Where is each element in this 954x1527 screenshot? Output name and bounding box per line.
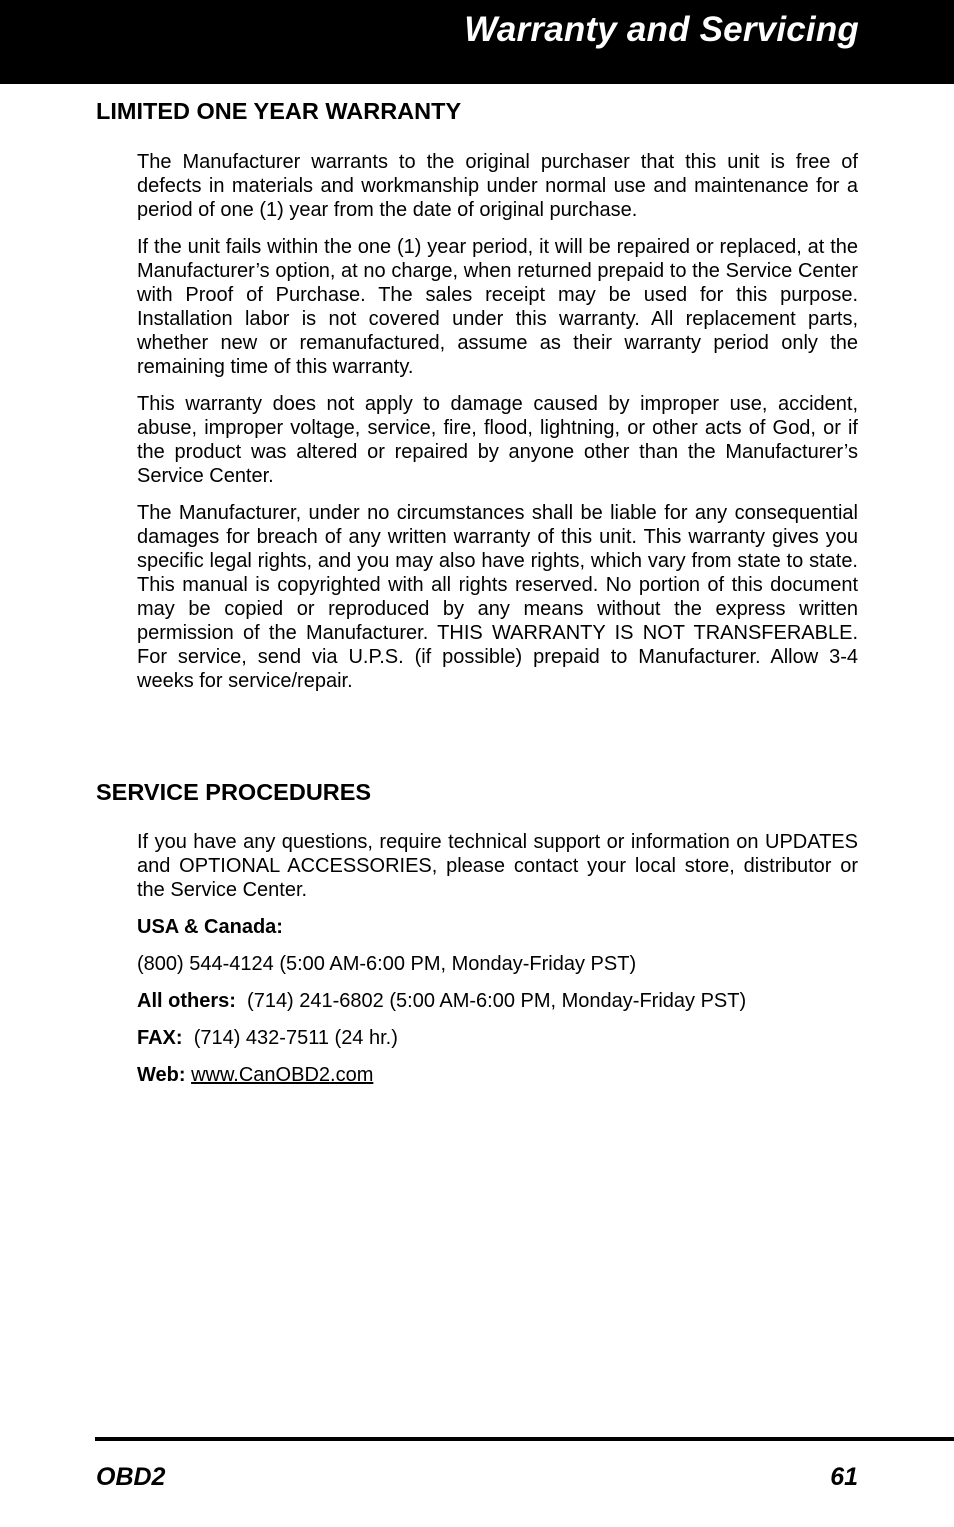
usa-canada-phone: (800) 544-4124 (5:00 AM-6:00 PM, Monday-Friday PST) bbox=[137, 953, 637, 975]
warranty-paragraph-1: The Manufacturer warrants to the original purchaser that this unit is free of defects in materials and workmanship under normal use and maintenance for a period of one (1) year from the date of original purchase. bbox=[137, 151, 858, 221]
page-title: Warranty and Servicing bbox=[464, 10, 859, 49]
service-body bbox=[137, 830, 858, 1100]
footer-rule bbox=[95, 1437, 954, 1441]
web-link[interactable]: www.CanOBD2.com bbox=[191, 1064, 374, 1086]
service-heading: SERVICE PROCEDURES bbox=[96, 779, 372, 805]
warranty-heading: LIMITED ONE YEAR WARRANTY bbox=[96, 98, 462, 124]
web-line bbox=[137, 1063, 858, 1087]
header-bar bbox=[0, 0, 954, 84]
web-label: Web: bbox=[137, 1064, 186, 1086]
warranty-body bbox=[137, 150, 858, 693]
all-others-phone: (714) 241-6802 (5:00 AM-6:00 PM, Monday-Friday PST) bbox=[247, 990, 747, 1012]
warranty-paragraph-4: The Manufacturer, under no circumstances shall be liable for any consequential damages for breach of any written warranty of this unit. This warranty gives you specific legal rights, and you may also have rights, which vary from state to state. This manual is copyrighted with all rights reserved. No portion of this document may be copied or reproduced by any means without the express written permission of the Manufacturer. THIS WARRANTY IS NOT TRANSFERABLE. For service, send via U.P.S. (if possible) prepaid to Manufacturer. Allow 3-4 weeks for service/repair. bbox=[137, 502, 858, 692]
page-number: 61 bbox=[830, 1463, 858, 1491]
fax-line bbox=[137, 1026, 858, 1050]
service-intro: If you have any questions, require technical support or information on UPDATES and OPTIONAL ACCESSORIES, please contact your local store, distributor or the Service Center. bbox=[137, 831, 858, 901]
warranty-paragraph-2: If the unit fails within the one (1) year period, it will be repaired or replaced, at the Manufacturer’s option, at no charge, when returned prepaid to the Service Center with Proof of Purchase. The sales receipt may be used for this purpose. Installation labor is not covered under this warranty. All replacement parts, whether new or remanufactured, assume as their warranty period only the remaining time of this warranty. bbox=[137, 236, 858, 378]
warranty-paragraph-3: This warranty does not apply to damage caused by improper use, accident, abuse, improper voltage, service, fire, flood, lightning, or other acts of God, or if the product was altered or repaired by anyone other than the Manufacturer’s Service Center. bbox=[137, 393, 858, 487]
all-others-label: All others: bbox=[137, 990, 236, 1012]
footer-product-name: OBD2 bbox=[96, 1463, 166, 1491]
all-others-line bbox=[137, 989, 858, 1013]
fax-number: (714) 432-7511 (24 hr.) bbox=[193, 1027, 398, 1049]
usa-canada-label: USA & Canada: bbox=[137, 916, 283, 938]
fax-label: FAX: bbox=[137, 1027, 183, 1049]
